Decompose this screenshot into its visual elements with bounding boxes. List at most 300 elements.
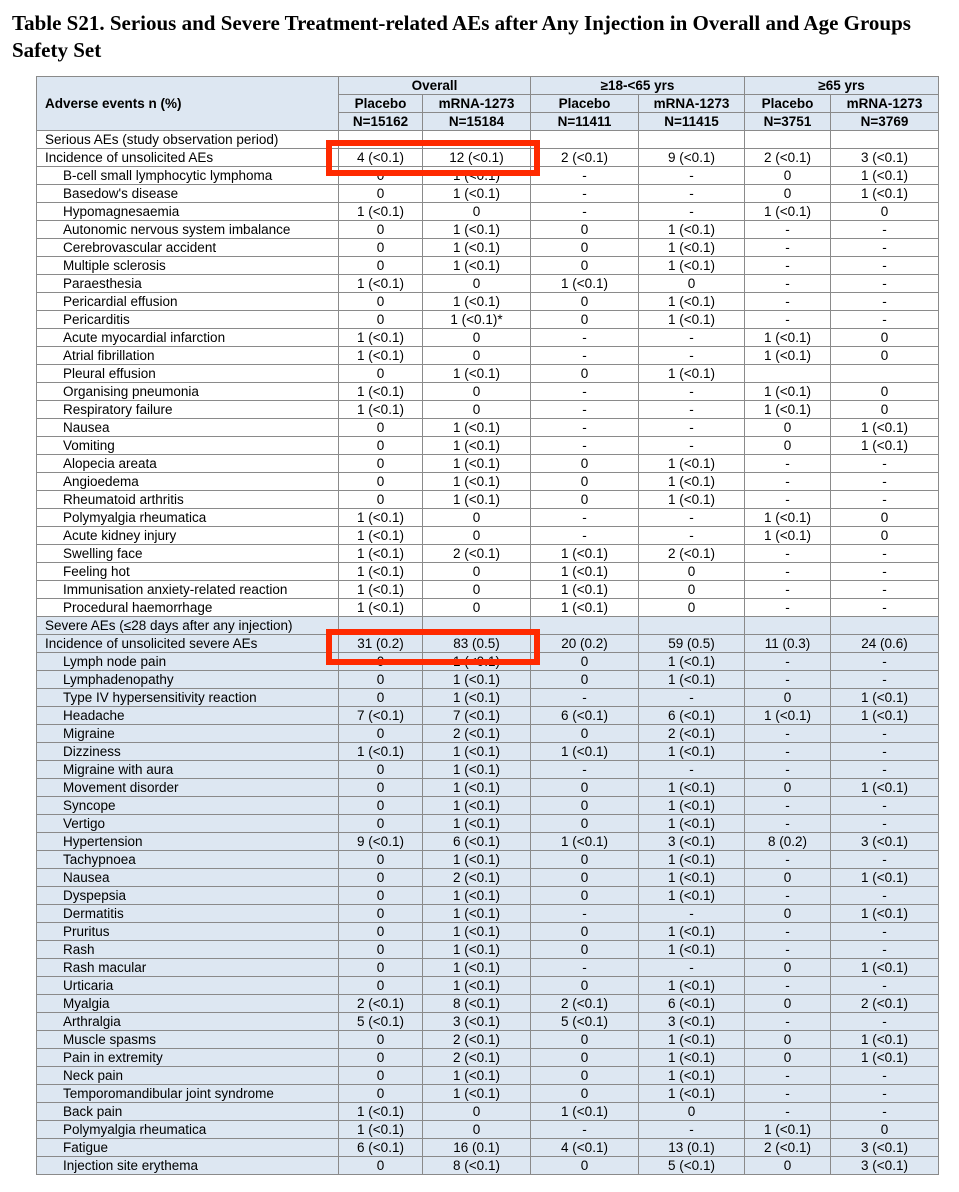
event-name: Organising pneumonia xyxy=(37,383,339,401)
empty-cell xyxy=(639,131,745,149)
value-cell: - xyxy=(831,1067,939,1085)
value-cell: 0 xyxy=(339,977,423,995)
value-cell: 0 xyxy=(339,419,423,437)
table-row xyxy=(37,275,939,293)
value-cell: 7 (<0.1) xyxy=(339,707,423,725)
value-cell: - xyxy=(745,977,831,995)
value-cell: 6 (<0.1) xyxy=(531,707,639,725)
event-name: Neck pain xyxy=(37,1067,339,1085)
event-name: Temporomandibular joint syndrome xyxy=(37,1085,339,1103)
event-name: Muscle spasms xyxy=(37,1031,339,1049)
value-cell: 0 xyxy=(423,563,531,581)
value-cell: 59 (0.5) xyxy=(639,635,745,653)
event-name: Tachypnoea xyxy=(37,851,339,869)
value-cell: 1 (<0.1) xyxy=(423,1067,531,1085)
value-cell: 0 xyxy=(339,221,423,239)
value-cell: 0 xyxy=(531,473,639,491)
value-cell: 0 xyxy=(339,869,423,887)
value-cell: - xyxy=(745,923,831,941)
value-cell: 1 (<0.1) xyxy=(639,923,745,941)
value-cell: - xyxy=(745,491,831,509)
value-cell: - xyxy=(831,581,939,599)
value-cell: 1 (<0.1) xyxy=(639,887,745,905)
value-cell: - xyxy=(745,851,831,869)
value-cell: - xyxy=(831,653,939,671)
value-cell: 0 xyxy=(639,1103,745,1121)
value-cell: 0 xyxy=(745,995,831,1013)
arm-header: Placebo xyxy=(339,95,423,113)
value-cell: 1 (<0.1) xyxy=(423,491,531,509)
value-cell: 0 xyxy=(339,1049,423,1067)
group-header-65-plus: ≥65 yrs xyxy=(745,77,939,95)
value-cell: 3 (<0.1) xyxy=(831,1157,939,1175)
value-cell: 1 (<0.1) xyxy=(531,581,639,599)
value-cell: 1 (<0.1) xyxy=(531,833,639,851)
value-cell: 0 xyxy=(745,437,831,455)
table-row xyxy=(37,1085,939,1103)
value-cell: 1 (<0.1) xyxy=(531,599,639,617)
value-cell: - xyxy=(831,941,939,959)
value-cell: 1 (<0.1) xyxy=(745,347,831,365)
value-cell: 1 (<0.1) xyxy=(639,671,745,689)
value-cell: 2 (<0.1) xyxy=(831,995,939,1013)
value-cell: 0 xyxy=(831,383,939,401)
value-cell: 0 xyxy=(531,1031,639,1049)
value-cell: 0 xyxy=(745,959,831,977)
value-cell: 0 xyxy=(745,185,831,203)
event-name: Pericardial effusion xyxy=(37,293,339,311)
event-name: Back pain xyxy=(37,1103,339,1121)
value-cell: 1 (<0.1) xyxy=(339,275,423,293)
value-cell: 4 (<0.1) xyxy=(531,1139,639,1157)
value-cell: 1 (<0.1) xyxy=(423,653,531,671)
value-cell: 0 xyxy=(339,185,423,203)
event-name: Paraesthesia xyxy=(37,275,339,293)
value-cell: - xyxy=(745,887,831,905)
value-cell: - xyxy=(531,761,639,779)
n-header: N=11415 xyxy=(639,113,745,131)
value-cell: 0 xyxy=(531,1085,639,1103)
value-cell: 5 (<0.1) xyxy=(531,1013,639,1031)
value-cell: 6 (<0.1) xyxy=(639,995,745,1013)
value-cell: 3 (<0.1) xyxy=(639,833,745,851)
table-row xyxy=(37,473,939,491)
value-cell: 0 xyxy=(339,887,423,905)
event-name: Incidence of unsolicited AEs xyxy=(37,149,339,167)
value-cell xyxy=(745,365,831,383)
table-row xyxy=(37,221,939,239)
value-cell: - xyxy=(639,905,745,923)
value-cell: 0 xyxy=(531,923,639,941)
n-header: N=15162 xyxy=(339,113,423,131)
value-cell: - xyxy=(639,347,745,365)
value-cell: 1 (<0.1) xyxy=(531,275,639,293)
value-cell: 1 (<0.1) xyxy=(423,815,531,833)
event-name: Injection site erythema xyxy=(37,1157,339,1175)
value-cell: 1 (<0.1) xyxy=(639,1085,745,1103)
event-name: Migraine xyxy=(37,725,339,743)
table-title: Table S21. Serious and Severe Treatment-related AEs after Any Injection in Overall and Age Groups Safety Set xyxy=(12,11,911,62)
value-cell: - xyxy=(531,419,639,437)
value-cell: 1 (<0.1) xyxy=(745,1121,831,1139)
value-cell: 1 (<0.1) xyxy=(339,329,423,347)
value-cell: 0 xyxy=(339,365,423,383)
value-cell: 1 (<0.1) xyxy=(831,419,939,437)
arm-header: mRNA-1273 xyxy=(423,95,531,113)
value-cell: 0 xyxy=(531,671,639,689)
empty-cell xyxy=(339,617,423,635)
value-cell: 1 (<0.1) xyxy=(745,707,831,725)
n-header: N=15184 xyxy=(423,113,531,131)
value-cell: 1 (<0.1) xyxy=(423,851,531,869)
value-cell: 5 (<0.1) xyxy=(639,1157,745,1175)
empty-cell xyxy=(639,617,745,635)
value-cell: 0 xyxy=(745,905,831,923)
value-cell: 1 (<0.1) xyxy=(831,905,939,923)
value-cell: 0 xyxy=(831,347,939,365)
event-name: Acute kidney injury xyxy=(37,527,339,545)
value-cell: 0 xyxy=(531,1157,639,1175)
value-cell: 20 (0.2) xyxy=(531,635,639,653)
event-name: Migraine with aura xyxy=(37,761,339,779)
value-cell: 0 xyxy=(745,419,831,437)
event-name: Urticaria xyxy=(37,977,339,995)
value-cell: 0 xyxy=(531,257,639,275)
table-row xyxy=(37,797,939,815)
event-name: Polymyalgia rheumatica xyxy=(37,509,339,527)
value-cell: 1 (<0.1) xyxy=(423,185,531,203)
value-cell: 1 (<0.1) xyxy=(639,293,745,311)
event-name: Lymph node pain xyxy=(37,653,339,671)
value-cell: - xyxy=(531,203,639,221)
value-cell: - xyxy=(745,455,831,473)
value-cell: 1 (<0.1) xyxy=(339,743,423,761)
value-cell: 2 (<0.1) xyxy=(639,725,745,743)
value-cell: 1 (<0.1) xyxy=(423,977,531,995)
arm-header: mRNA-1273 xyxy=(639,95,745,113)
event-name: Pruritus xyxy=(37,923,339,941)
value-cell: - xyxy=(639,959,745,977)
event-name: Respiratory failure xyxy=(37,401,339,419)
value-cell: - xyxy=(531,689,639,707)
table-row xyxy=(37,905,939,923)
value-cell: 1 (<0.1) xyxy=(423,743,531,761)
table-row xyxy=(37,1139,939,1157)
value-cell: - xyxy=(831,221,939,239)
table-row xyxy=(37,725,939,743)
event-name: Syncope xyxy=(37,797,339,815)
value-cell: 0 xyxy=(745,1157,831,1175)
empty-cell xyxy=(339,131,423,149)
value-cell: - xyxy=(745,725,831,743)
value-cell: 1 (<0.1) xyxy=(639,311,745,329)
value-cell: - xyxy=(745,221,831,239)
value-cell: 1 (<0.1) xyxy=(531,743,639,761)
value-cell: - xyxy=(745,743,831,761)
table-row xyxy=(37,365,939,383)
event-name: Nausea xyxy=(37,419,339,437)
value-cell: 0 xyxy=(339,725,423,743)
empty-cell xyxy=(423,617,531,635)
event-name: Polymyalgia rheumatica xyxy=(37,1121,339,1139)
value-cell: - xyxy=(745,1103,831,1121)
value-cell: 0 xyxy=(339,671,423,689)
value-cell: 1 (<0.1) xyxy=(423,365,531,383)
table-row xyxy=(37,599,939,617)
value-cell: 1 (<0.1) xyxy=(339,203,423,221)
value-cell: 12 (<0.1) xyxy=(423,149,531,167)
value-cell: 2 (<0.1) xyxy=(639,545,745,563)
value-cell: - xyxy=(745,815,831,833)
table-row xyxy=(37,887,939,905)
value-cell: - xyxy=(831,923,939,941)
value-cell: 1 (<0.1) xyxy=(745,527,831,545)
event-name: Immunisation anxiety-related reaction xyxy=(37,581,339,599)
value-cell: - xyxy=(531,905,639,923)
value-cell: 1 (<0.1) xyxy=(423,887,531,905)
value-cell: 0 xyxy=(745,779,831,797)
value-cell: 1 (<0.1) xyxy=(831,1049,939,1067)
value-cell: 0 xyxy=(531,815,639,833)
event-name: Angioedema xyxy=(37,473,339,491)
value-cell: 1 (<0.1) xyxy=(423,1085,531,1103)
value-cell: - xyxy=(831,311,939,329)
value-cell: - xyxy=(831,1013,939,1031)
value-cell: 13 (0.1) xyxy=(639,1139,745,1157)
value-cell: 8 (<0.1) xyxy=(423,995,531,1013)
value-cell: - xyxy=(831,599,939,617)
value-cell: 9 (<0.1) xyxy=(639,149,745,167)
event-name: Rash xyxy=(37,941,339,959)
value-cell: 0 xyxy=(423,347,531,365)
table-row xyxy=(37,509,939,527)
value-cell: 1 (<0.1) xyxy=(745,509,831,527)
value-cell: - xyxy=(531,329,639,347)
arm-header: Placebo xyxy=(745,95,831,113)
value-cell: - xyxy=(831,545,939,563)
table-row xyxy=(37,383,939,401)
value-cell: 0 xyxy=(423,383,531,401)
table-row xyxy=(37,293,939,311)
value-cell: 1 (<0.1) xyxy=(531,563,639,581)
value-cell: - xyxy=(531,959,639,977)
event-name: Lymphadenopathy xyxy=(37,671,339,689)
value-cell: 1 (<0.1) xyxy=(745,329,831,347)
value-cell: 0 xyxy=(531,293,639,311)
value-cell: 0 xyxy=(531,311,639,329)
event-name: Rash macular xyxy=(37,959,339,977)
value-cell: 2 (<0.1) xyxy=(745,149,831,167)
value-cell: 1 (<0.1) xyxy=(423,959,531,977)
value-cell: - xyxy=(831,851,939,869)
value-cell: 24 (0.6) xyxy=(831,635,939,653)
value-cell: 1 (<0.1) xyxy=(339,563,423,581)
table-row xyxy=(37,1121,939,1139)
value-cell: 1 (<0.1) xyxy=(639,851,745,869)
empty-cell xyxy=(745,617,831,635)
value-cell: 1 (<0.1) xyxy=(639,1031,745,1049)
value-cell: - xyxy=(745,473,831,491)
value-cell: 1 (<0.1) xyxy=(339,347,423,365)
table-row xyxy=(37,527,939,545)
value-cell: 3 (<0.1) xyxy=(423,1013,531,1031)
value-cell: - xyxy=(639,383,745,401)
event-name: Incidence of unsolicited severe AEs xyxy=(37,635,339,653)
value-cell: - xyxy=(745,545,831,563)
value-cell: 0 xyxy=(339,167,423,185)
value-cell: 0 xyxy=(531,851,639,869)
value-cell: 0 xyxy=(339,473,423,491)
value-cell: 1 (<0.1) xyxy=(831,959,939,977)
value-cell: 2 (<0.1) xyxy=(745,1139,831,1157)
table-body xyxy=(37,131,939,1175)
event-name: Hypertension xyxy=(37,833,339,851)
value-cell: 1 (<0.1) xyxy=(423,905,531,923)
value-cell: 1 (<0.1) xyxy=(339,599,423,617)
table-row xyxy=(37,941,939,959)
value-cell: 0 xyxy=(831,203,939,221)
value-cell: - xyxy=(831,455,939,473)
value-cell: - xyxy=(639,761,745,779)
event-name: Pericarditis xyxy=(37,311,339,329)
value-cell: 1 (<0.1) xyxy=(423,221,531,239)
table-row xyxy=(37,455,939,473)
value-cell: 0 xyxy=(531,365,639,383)
section-header-row xyxy=(37,617,939,635)
event-name: Procedural haemorrhage xyxy=(37,599,339,617)
event-name: Multiple sclerosis xyxy=(37,257,339,275)
table-row xyxy=(37,671,939,689)
value-cell: 1 (<0.1) xyxy=(339,545,423,563)
value-cell: - xyxy=(831,491,939,509)
incidence-row xyxy=(37,635,939,653)
value-cell: - xyxy=(831,743,939,761)
value-cell: 1 (<0.1) xyxy=(423,779,531,797)
table-row xyxy=(37,563,939,581)
value-cell: - xyxy=(745,311,831,329)
value-cell: 0 xyxy=(339,491,423,509)
value-cell: 0 xyxy=(423,401,531,419)
value-cell: - xyxy=(639,509,745,527)
value-cell: - xyxy=(531,167,639,185)
value-cell: 0 xyxy=(339,923,423,941)
value-cell: 2 (<0.1) xyxy=(423,725,531,743)
value-cell: 6 (<0.1) xyxy=(339,1139,423,1157)
value-cell: 1 (<0.1) xyxy=(531,1103,639,1121)
value-cell: 1 (<0.1) xyxy=(639,797,745,815)
value-cell: - xyxy=(831,293,939,311)
value-cell: - xyxy=(745,761,831,779)
value-cell: - xyxy=(639,401,745,419)
value-cell: 0 xyxy=(339,851,423,869)
value-cell: 0 xyxy=(339,455,423,473)
value-cell: - xyxy=(831,1103,939,1121)
value-cell: 0 xyxy=(339,1031,423,1049)
value-cell: 0 xyxy=(531,779,639,797)
value-cell: 1 (<0.1) xyxy=(423,239,531,257)
value-cell: - xyxy=(831,275,939,293)
value-cell: 0 xyxy=(531,221,639,239)
value-cell: 0 xyxy=(423,275,531,293)
event-name: Vertigo xyxy=(37,815,339,833)
value-cell: 0 xyxy=(639,563,745,581)
value-cell: 0 xyxy=(423,599,531,617)
value-cell: 1 (<0.1) xyxy=(339,1121,423,1139)
table-header xyxy=(37,77,939,131)
table-row xyxy=(37,779,939,797)
value-cell: 6 (<0.1) xyxy=(639,707,745,725)
value-cell: 1 (<0.1) xyxy=(639,869,745,887)
value-cell: - xyxy=(745,1013,831,1031)
arm-header: Placebo xyxy=(531,95,639,113)
value-cell: 0 xyxy=(339,437,423,455)
table-row xyxy=(37,437,939,455)
value-cell: 1 (<0.1) xyxy=(639,455,745,473)
value-cell: 1 (<0.1) xyxy=(831,1031,939,1049)
row-label-header: Adverse events n (%) xyxy=(37,77,339,131)
value-cell: 3 (<0.1) xyxy=(831,149,939,167)
table-row xyxy=(37,401,939,419)
value-cell: - xyxy=(639,329,745,347)
value-cell: 1 (<0.1) xyxy=(831,437,939,455)
event-name: Feeling hot xyxy=(37,563,339,581)
table-row xyxy=(37,851,939,869)
table-row xyxy=(37,311,939,329)
event-name: Dizziness xyxy=(37,743,339,761)
value-cell: 0 xyxy=(831,329,939,347)
value-cell: - xyxy=(745,653,831,671)
value-cell: 0 xyxy=(531,653,639,671)
table-row xyxy=(37,329,939,347)
empty-cell xyxy=(831,131,939,149)
value-cell: 0 xyxy=(339,761,423,779)
table-row xyxy=(37,977,939,995)
value-cell: - xyxy=(531,509,639,527)
group-header-18-65: ≥18-<65 yrs xyxy=(531,77,745,95)
value-cell: 1 (<0.1) xyxy=(423,473,531,491)
event-name: B-cell small lymphocytic lymphoma xyxy=(37,167,339,185)
value-cell: 0 xyxy=(831,1121,939,1139)
value-cell: - xyxy=(831,887,939,905)
value-cell: 16 (0.1) xyxy=(423,1139,531,1157)
value-cell: - xyxy=(531,437,639,455)
empty-cell xyxy=(831,617,939,635)
value-cell: - xyxy=(831,977,939,995)
value-cell: 2 (<0.1) xyxy=(423,1049,531,1067)
value-cell: - xyxy=(745,1067,831,1085)
value-cell: 0 xyxy=(339,1085,423,1103)
value-cell: 0 xyxy=(339,1067,423,1085)
value-cell: 0 xyxy=(339,257,423,275)
section-label: Severe AEs (≤28 days after any injection) xyxy=(37,617,339,635)
value-cell: 1 (<0.1) xyxy=(831,779,939,797)
table-row xyxy=(37,185,939,203)
value-cell: - xyxy=(531,401,639,419)
table-row xyxy=(37,239,939,257)
value-cell: 2 (<0.1) xyxy=(423,1031,531,1049)
table-row xyxy=(37,491,939,509)
value-cell: 1 (<0.1) xyxy=(639,221,745,239)
group-header-overall: Overall xyxy=(339,77,531,95)
value-cell: 1 (<0.1) xyxy=(423,455,531,473)
table-row xyxy=(37,1013,939,1031)
table-row xyxy=(37,959,939,977)
value-cell: 1 (<0.1) xyxy=(639,1067,745,1085)
value-cell: 1 (<0.1) xyxy=(745,203,831,221)
table-row xyxy=(37,581,939,599)
value-cell: 0 xyxy=(639,275,745,293)
value-cell: 0 xyxy=(831,401,939,419)
